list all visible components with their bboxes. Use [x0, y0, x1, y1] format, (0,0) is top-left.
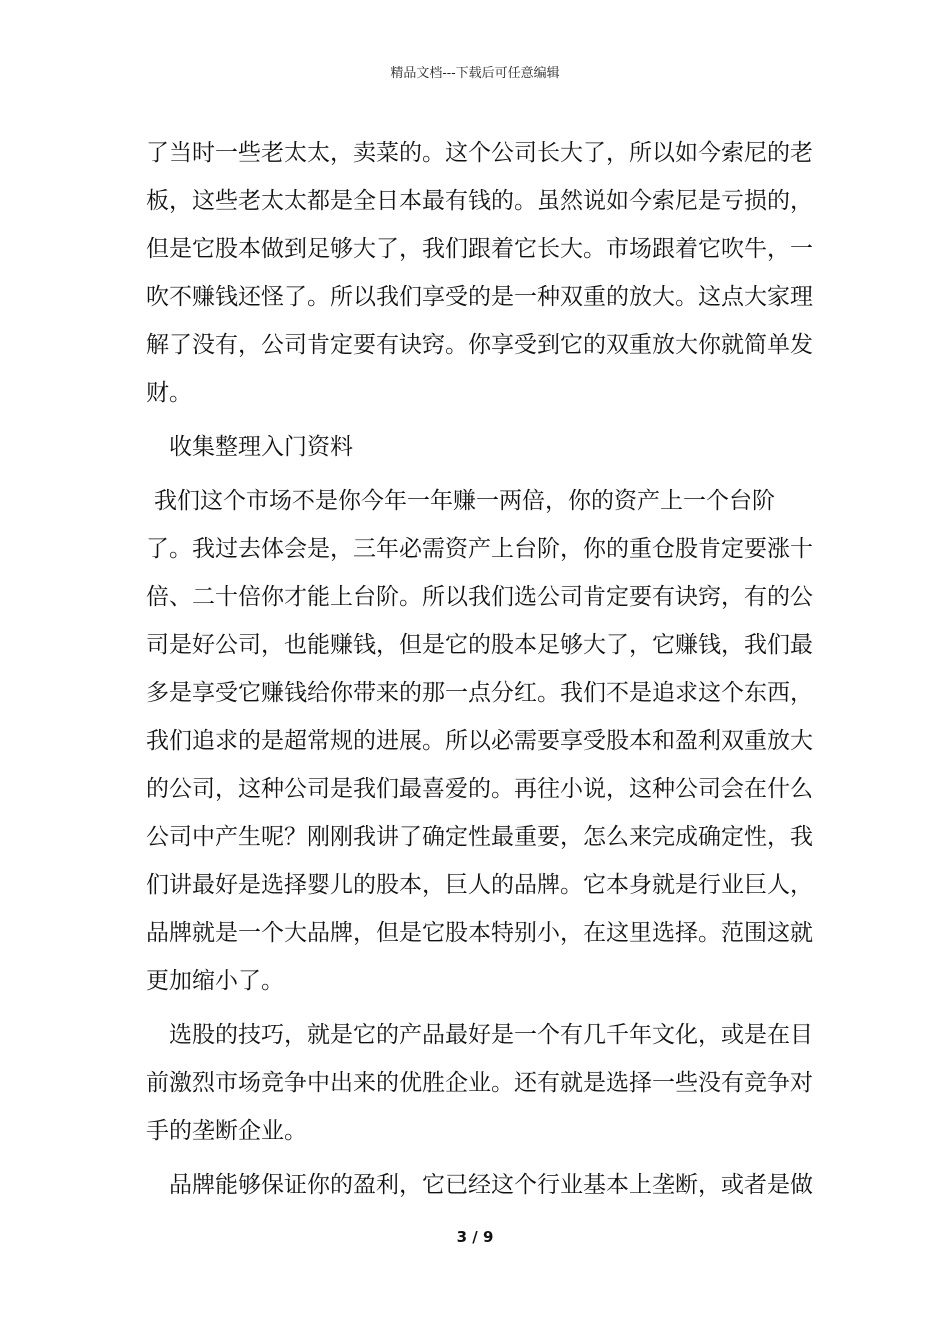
- paragraph-market: 我们这个市场不是你今年一年赚一两倍，你的资产上一个台阶了。我过去体会是，三年必需资产上台阶，你的重仓股肯定要涨十倍、二十倍你才能上台阶。所以我们选公司肯定要有诀窍，有的公司是好公司，也能赚钱，但是它的股本足够大了，它赚钱，我们最多是享受它赚钱给你带来的那一点分红。我们不是追求这个东西，我们追求的是超常规的进展。所以必需要享受股本和盈利双重放大的公司，这种公司是我们最喜爱的。再往小说，这种公司会在什么公司中产生呢？刚刚我讲了确定性最重要，怎么来完成确定性，我们讲最好是选择婴儿的股本，巨人的品牌。它本身就是行业巨人，品牌就是一个大品牌，但是它股本特别小，在这里选择。范围这就更加缩小了。: [146, 488, 813, 994]
- document-body: [146, 129, 816, 1215]
- document-header: 精品文档---下载后可任意编辑: [390, 66, 560, 81]
- paragraph-stock-tips: 选股的技巧，就是它的产品最好是一个有几千年文化，或是在目前激烈市场竞争中出来的优胜企业。还有就是选择一些没有竞争对手的垄断企业。: [146, 1022, 813, 1144]
- page-number: 3 / 9: [456, 1228, 494, 1246]
- paragraph-continuation: 了当时一些老太太，卖菜的。这个公司长大了，所以如今索尼的老板，这些老太太都是全日本最有钱的。虽然说如今索尼是亏损的，但是它股本做到足够大了，我们跟着它长大。市场跟着它吹牛，一吹不赚钱还怪了。所以我们享受的是一种双重的放大。这点大家理解了没有，公司肯定要有诀窍。你享受到它的双重放大你就简单发财。: [146, 140, 813, 406]
- paragraph-brand: 品牌能够保证你的盈利，它已经这个行业基本上垄断，或者是做: [169, 1172, 813, 1198]
- paragraph-heading: 收集整理入门资料: [169, 434, 353, 460]
